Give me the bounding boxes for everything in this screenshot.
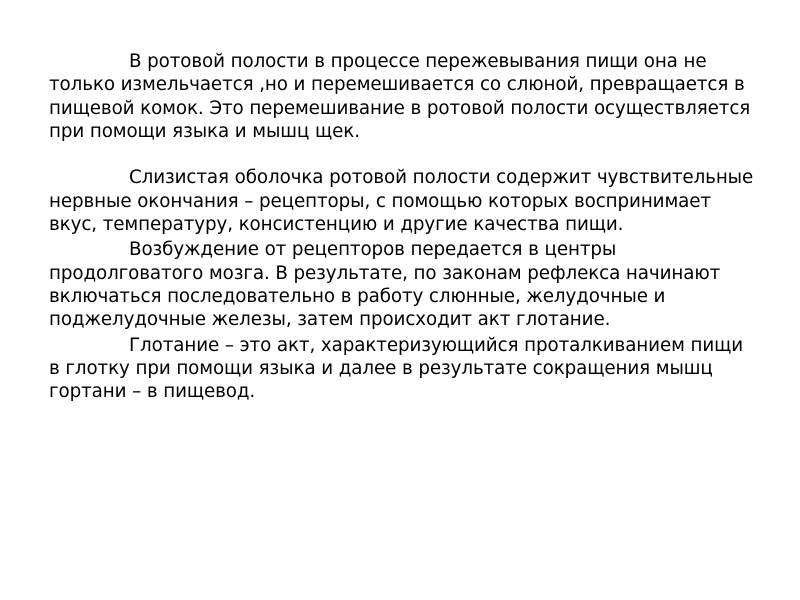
paragraph-receptors: Слизистая оболочка ротовой полости содержит чувствительные нервные окончания – рецепторы, с помощью которых воспринимает вкус, температуру, консистенцию и другие качества пищи. bbox=[49, 167, 754, 236]
paragraph-chewing: В ротовой полости в процессе пережевывания пищи она не только измельчается ,но и перемешивается со слюной, превращается в пищевой комок. Это перемешивание в ротовой полости осуществляется при помощи языка и мышц щек. bbox=[49, 51, 751, 142]
paragraph-swallowing: Глотание – это акт, характеризующийся проталкиванием пищи в глотку при помощи языка и далее в результате сокращения мышц гортани – в пищевод. bbox=[49, 334, 744, 403]
slide-text-body bbox=[49, 50, 754, 403]
paragraph-reflex: Возбуждение от рецепторов передается в центры продолговатого мозга. В результате, по законам рефлекса начинают включаться последовательно в работу слюнные, желудочные и поджелудочные железы, затем происходит акт глотание. bbox=[49, 239, 721, 331]
